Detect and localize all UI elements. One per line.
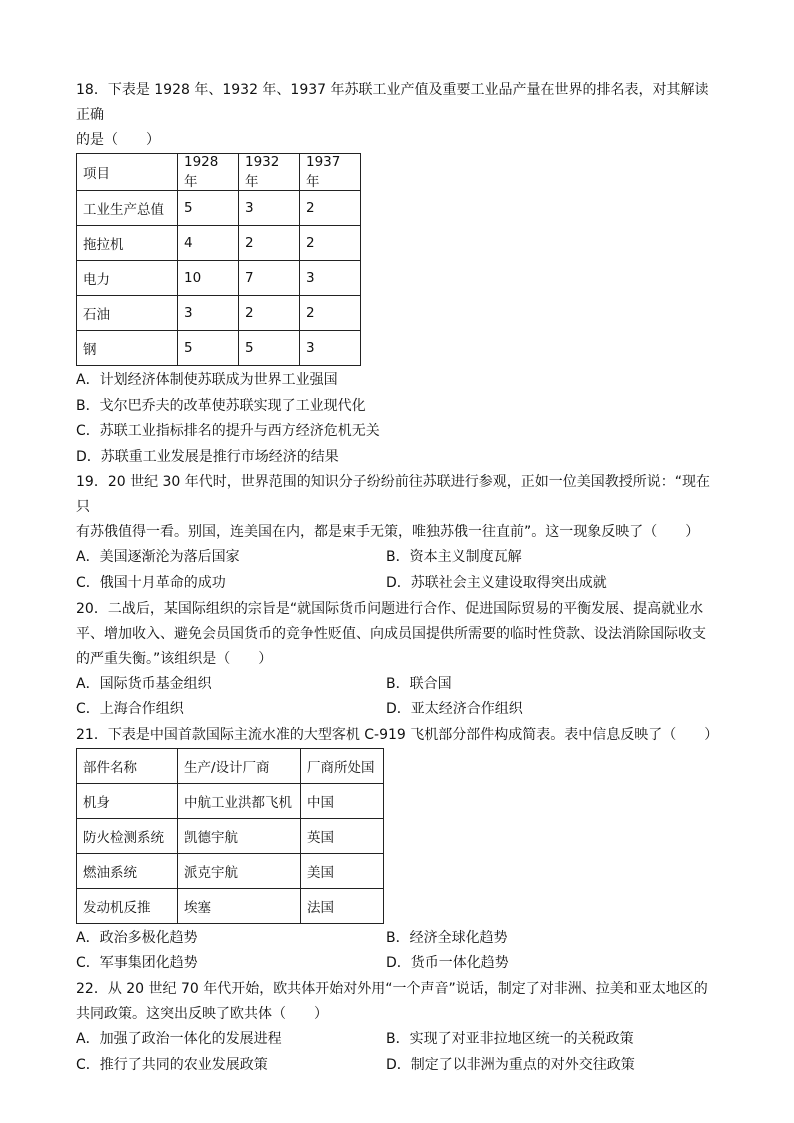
question-19-option-b: B．资本主义制度瓦解 xyxy=(386,549,522,566)
table-row xyxy=(77,783,384,818)
table-cell: 3 xyxy=(300,331,361,366)
table-row xyxy=(77,261,361,296)
question-19-options-row2 xyxy=(76,571,722,597)
question-21-options-row1 xyxy=(76,926,722,952)
table-cell: 美国 xyxy=(301,853,384,888)
table-row xyxy=(77,853,384,888)
table-header-cell: 1928 年 xyxy=(178,154,239,191)
table-header-cell: 1937 年 xyxy=(300,154,361,191)
question-18-option-b: B．戈尔巴乔夫的改革使苏联实现了工业现代化 xyxy=(76,397,366,414)
question-21-option-d: D．货币一体化趋势 xyxy=(386,955,509,972)
question-22-stem-line2: 共同政策。这突出反映了欧共体（ ） xyxy=(76,1005,328,1022)
question-20-option-b: B．联合国 xyxy=(386,675,452,692)
exam-page xyxy=(76,78,722,1078)
question-21-option-b: B．经济全球化趋势 xyxy=(386,929,508,946)
table-cell: 4 xyxy=(178,226,239,261)
table-cell: 防火检测系统 xyxy=(77,818,178,853)
question-22 xyxy=(76,977,722,1027)
table-cell: 10 xyxy=(178,261,239,296)
table-cell: 燃油系统 xyxy=(77,853,178,888)
table-header-cell: 生产/设计厂商 xyxy=(178,748,301,783)
table-cell: 石油 xyxy=(77,296,178,331)
table-cell: 3 xyxy=(239,191,300,226)
question-20-options-row1 xyxy=(76,672,722,698)
table-cell: 中国 xyxy=(301,783,384,818)
table-row xyxy=(77,296,361,331)
table-cell: 5 xyxy=(178,191,239,226)
table-header-cell: 厂商所处国 xyxy=(301,748,384,783)
question-19-option-d: D．苏联社会主义建设取得突出成就 xyxy=(386,574,607,591)
question-18 xyxy=(76,78,722,153)
question-22-stem-line1: 22．从 20 世纪 70 年代开始，欧共体开始对外用“一个声音”说话，制定了对非洲、拉美和亚太地区的 xyxy=(76,980,708,997)
question-20-option-a: A．国际货币基金组织 xyxy=(76,675,212,692)
question-19-options-row1 xyxy=(76,545,722,571)
table-header-cell: 1932 年 xyxy=(239,154,300,191)
table-header-cell: 项目 xyxy=(77,154,178,191)
question-19-stem-line2: 有苏俄值得一看。别国，连美国在内，都是束手无策，唯独苏俄一往直前”。这一现象反映了（ ） xyxy=(76,524,700,541)
table-cell: 3 xyxy=(300,261,361,296)
table-cell: 凯德宇航 xyxy=(178,818,301,853)
table-cell: 2 xyxy=(300,226,361,261)
question-20-option-d: D．亚太经济合作组织 xyxy=(386,701,523,718)
question-22-option-d: D．制定了以非洲为重点的对外交往政策 xyxy=(386,1056,635,1073)
question-20-option-c: C．上海合作组织 xyxy=(76,701,184,718)
table-cell: 5 xyxy=(178,331,239,366)
table-row xyxy=(77,818,384,853)
question-22-option-c: C．推行了共同的农业发展政策 xyxy=(76,1056,268,1073)
question-21-option-c: C．军事集团化趋势 xyxy=(76,955,198,972)
table-header-row xyxy=(77,154,361,191)
table-cell: 中航工业洪都飞机 xyxy=(178,783,301,818)
table-row xyxy=(77,226,361,261)
question-18-option-c: C．苏联工业指标排名的提升与西方经济危机无关 xyxy=(76,423,380,440)
table-row xyxy=(77,331,361,366)
table-cell: 派克宇航 xyxy=(178,853,301,888)
question-20-stem-line3: 的严重失衡。”该组织是（ ） xyxy=(76,650,273,667)
question-21-option-a: A．政治多极化趋势 xyxy=(76,929,198,946)
question-18-option-d: D．苏联重工业发展是推行市场经济的结果 xyxy=(76,448,339,465)
question-20-stem-line2: 平、增加收入、避免会员国货币的竞争性贬值、向成员国提供所需要的临时性贷款、设法消除国际收支 xyxy=(76,625,706,642)
table-cell: 机身 xyxy=(77,783,178,818)
question-19 xyxy=(76,470,722,545)
table-cell: 5 xyxy=(239,331,300,366)
question-21-table xyxy=(76,748,384,924)
question-22-option-b: B．实现了对亚非拉地区统一的关税政策 xyxy=(386,1030,634,1047)
table-cell: 工业生产总值 xyxy=(77,191,178,226)
question-21 xyxy=(76,723,722,748)
table-cell: 2 xyxy=(239,296,300,331)
table-row xyxy=(77,888,384,923)
table-cell: 7 xyxy=(239,261,300,296)
question-22-options-row2 xyxy=(76,1053,722,1079)
table-row xyxy=(77,191,361,226)
table-header-cell: 部件名称 xyxy=(77,748,178,783)
question-18-stem-line2: 的是（ ） xyxy=(76,132,160,148)
question-22-option-a: A．加强了政治一体化的发展进程 xyxy=(76,1030,282,1047)
table-cell: 电力 xyxy=(77,261,178,296)
question-18-stem-line1: 18．下表是 1928 年、1932 年、1937 年苏联工业产值及重要工业品产量在世界的排名表，对其解读正确 xyxy=(76,82,709,123)
question-19-stem-line1: 19．20 世纪 30 年代时，世界范围的知识分子纷纷前往苏联进行参观，正如一位美国教授所说：“现在只 xyxy=(76,474,711,516)
question-20 xyxy=(76,597,722,672)
table-cell: 钢 xyxy=(77,331,178,366)
question-22-options-row1 xyxy=(76,1027,722,1053)
question-19-option-a: A．美国逐渐沦为落后国家 xyxy=(76,549,240,566)
table-cell: 英国 xyxy=(301,818,384,853)
table-cell: 3 xyxy=(178,296,239,331)
table-cell: 2 xyxy=(239,226,300,261)
question-21-stem-line1: 21．下表是中国首款国际主流水准的大型客机 C-919 飞机部分部件构成简表。表中信息反映了（ ） xyxy=(76,726,719,743)
table-cell: 2 xyxy=(300,296,361,331)
question-18-option-a: A．计划经济体制使苏联成为世界工业强国 xyxy=(76,372,338,388)
table-cell: 2 xyxy=(300,191,361,226)
table-header-row xyxy=(77,748,384,783)
table-cell: 埃塞 xyxy=(178,888,301,923)
question-18-table xyxy=(76,153,361,366)
table-cell: 拖拉机 xyxy=(77,226,178,261)
question-19-option-c: C．俄国十月革命的成功 xyxy=(76,574,226,591)
table-cell: 发动机反推 xyxy=(77,888,178,923)
question-21-options-row2 xyxy=(76,951,722,977)
table-cell: 法国 xyxy=(301,888,384,923)
question-20-stem-line1: 20．二战后，某国际组织的宗旨是“就国际货币问题进行合作、促进国际贸易的平衡发展、提高就业水 xyxy=(76,600,704,617)
question-20-options-row2 xyxy=(76,697,722,723)
